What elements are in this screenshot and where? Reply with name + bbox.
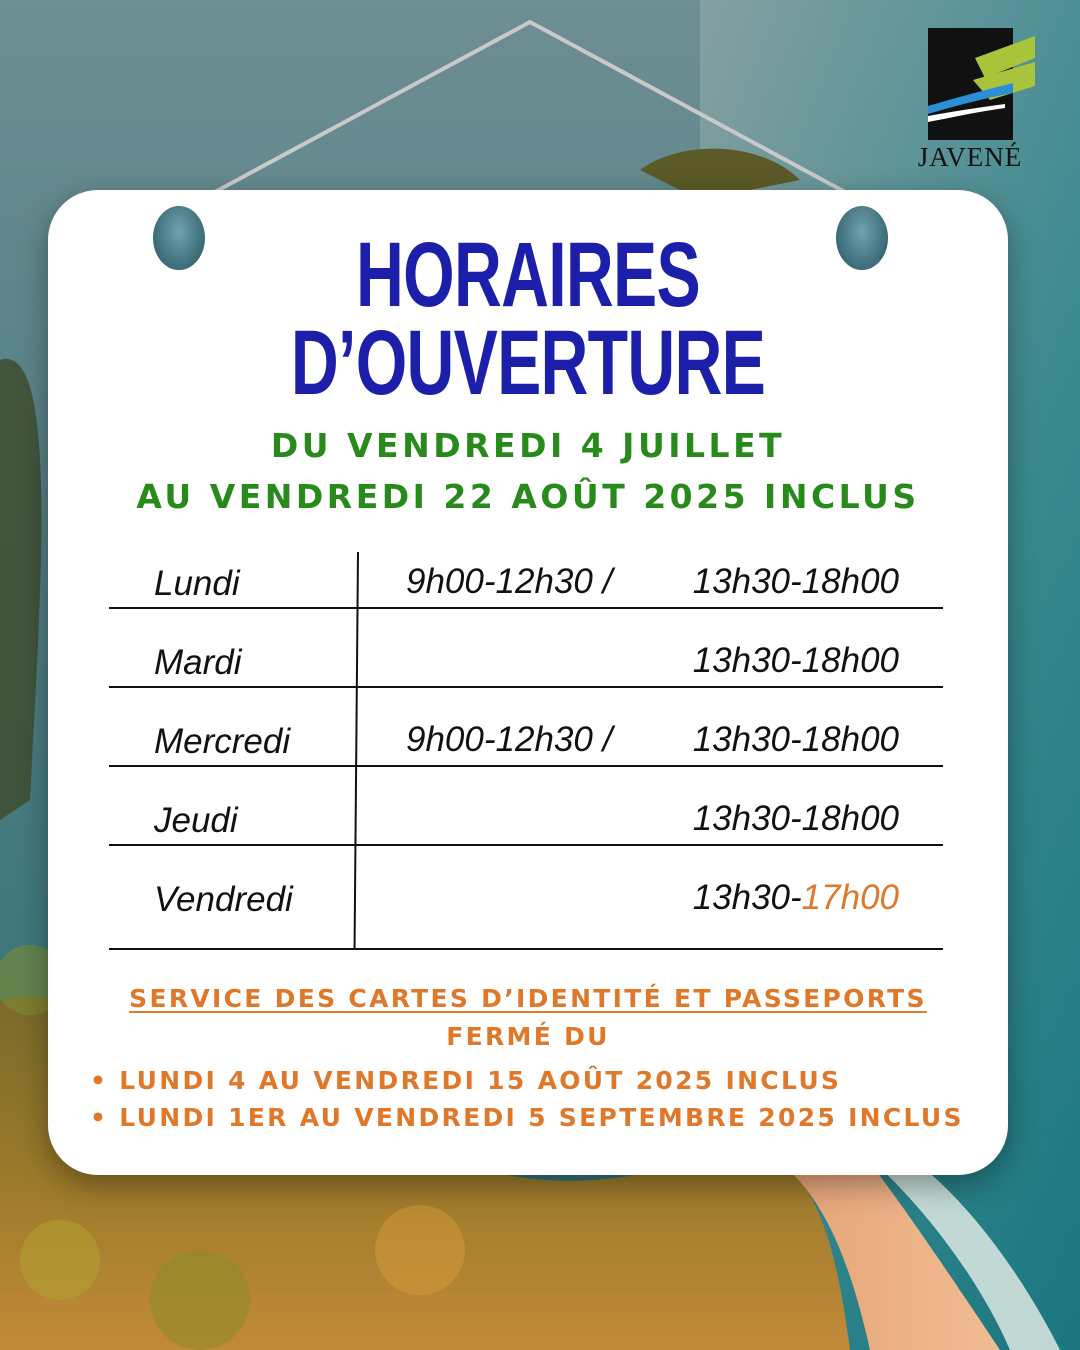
closure-list	[90, 1066, 964, 1140]
table-row	[109, 868, 943, 928]
row-divider	[109, 844, 943, 846]
row-divider	[109, 686, 943, 688]
afternoon-hours: 13h30-18h00	[692, 799, 899, 838]
logo-text: JAVENÉ	[917, 142, 1023, 172]
id-service-heading: SERVICE DES CARTES D’IDENTITÉ ET PASSEPORTS	[129, 984, 927, 1013]
period-line1: DU VENDREDI 4 JUILLET	[270, 426, 786, 465]
afternoon-hours: 13h30-18h00	[692, 562, 899, 601]
row-divider	[109, 948, 943, 950]
day-label: Lundi	[154, 564, 240, 603]
table-row	[109, 552, 943, 612]
day-label: Mercredi	[154, 722, 291, 761]
morning-hours: 9h00-12h30 /	[406, 720, 613, 759]
day-label: Jeudi	[154, 801, 238, 840]
morning-hours: 9h00-12h30 /	[406, 562, 613, 601]
afternoon-end-highlight: 17h00	[801, 878, 899, 917]
table-row	[109, 631, 943, 691]
page-title-line1: HORAIRES	[356, 224, 700, 326]
afternoon-hours: 13h30-18h00	[692, 641, 899, 680]
table-row	[109, 789, 943, 849]
javene-logo	[895, 28, 1045, 178]
list-item: • LUNDI 4 AU VENDREDI 15 AOÛT 2025 INCLUS	[90, 1066, 842, 1095]
javene-logo-mark	[895, 28, 1045, 148]
list-item: • LUNDI 1ER AU VENDREDI 5 SEPTEMBRE 2025 INCLUS	[90, 1103, 964, 1132]
period-line2: AU VENDREDI 22 AOÛT 2025 INCLUS	[136, 477, 920, 516]
day-label: Vendredi	[154, 880, 293, 919]
row-divider	[109, 765, 943, 767]
table-row	[109, 710, 943, 770]
closed-label: FERMÉ DU	[446, 1022, 610, 1051]
afternoon-hours: 13h30-18h00	[692, 720, 899, 759]
hours-table	[109, 552, 943, 950]
afternoon-start: 13h30-	[692, 878, 802, 917]
page-title-line2: D’OUVERTURE	[290, 312, 766, 414]
schedule-card	[48, 190, 1008, 1175]
row-divider	[109, 607, 943, 609]
day-label: Mardi	[154, 643, 242, 682]
afternoon-hours	[693, 878, 899, 918]
